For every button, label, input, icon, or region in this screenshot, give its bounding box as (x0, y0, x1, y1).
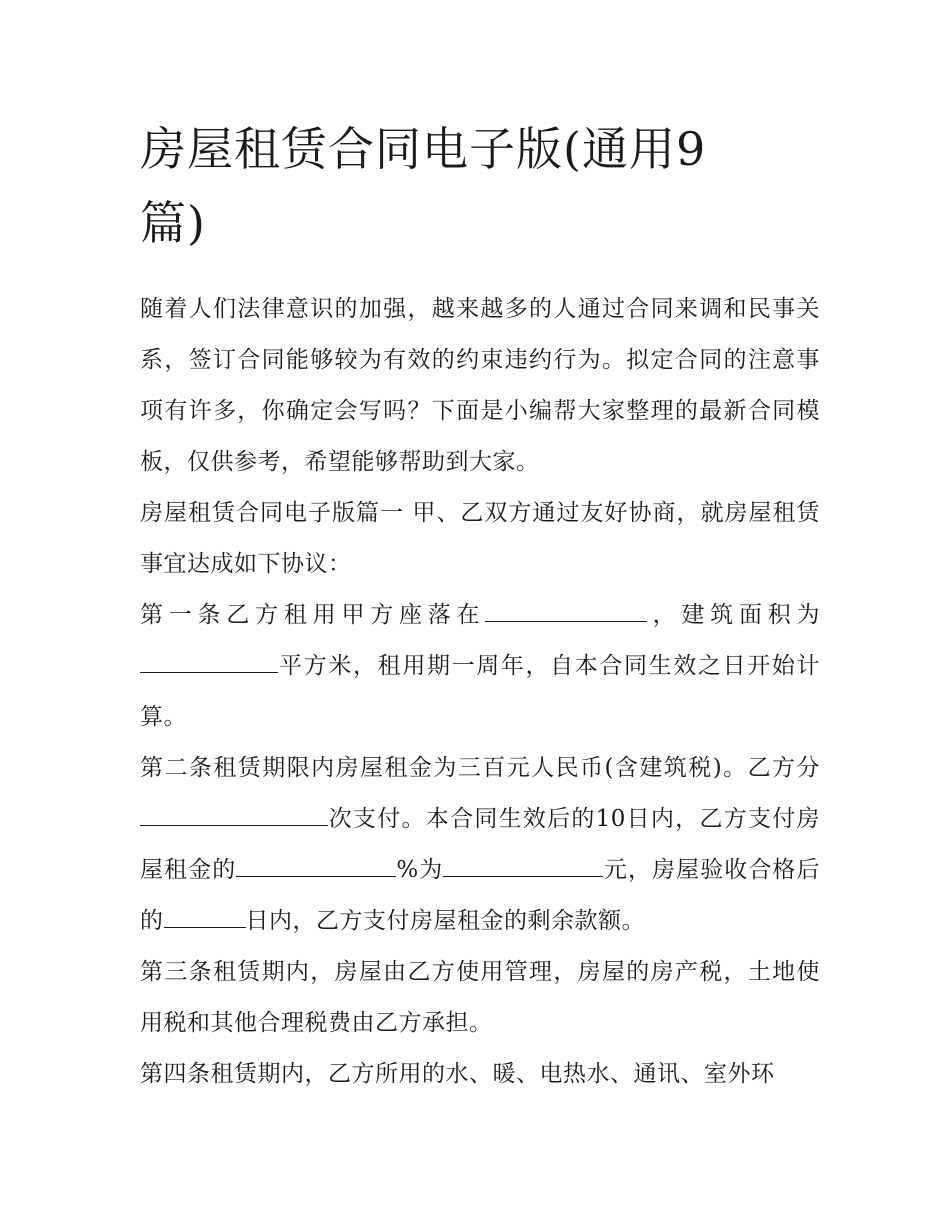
document-page (140, 112, 820, 1100)
blank-location-field (485, 601, 647, 622)
document-title: 房屋租赁合同电子版(通用9篇) (140, 122, 707, 250)
article-2 (140, 743, 820, 947)
article-1-text-3: 平方米，租用期一周年，自本合同生效之日开始计算。 (140, 653, 820, 730)
article-2-text-1: 第二条租赁期限内房屋租金为三百元人民币(含建筑税)。乙方分 (140, 755, 820, 781)
blank-amount-field (443, 856, 603, 877)
article-2-text-5: 日内，乙方支付房屋租金的剩余款额。 (245, 908, 645, 934)
article-4: 第四条租赁期内，乙方所用的水、暖、电热水、通讯、室外环 (140, 1061, 775, 1087)
blank-percent-field (236, 856, 396, 877)
article-1 (140, 590, 820, 743)
blank-area-field (140, 652, 278, 673)
blank-days-field (164, 907, 246, 928)
section-heading-paragraph: 房屋租赁合同电子版篇一 甲、乙双方通过友好协商，就房屋租赁事宜达成如下协议： (140, 500, 820, 577)
article-2-text-4: 元，房屋验收合格后的 (140, 857, 821, 934)
article-1-text-1: 第一条乙方租用甲方座落在 (140, 602, 486, 628)
blank-installments-field (140, 805, 328, 826)
article-2-text-3: %为 (396, 857, 444, 883)
article-2-text-2: 次支付。本合同生效后的10日内，乙方支付房屋租金的 (140, 806, 820, 883)
intro-paragraph: 随着人们法律意识的加强，越来越多的人通过合同来调和民事关系，签订合同能够较为有效的约束违约行为。拟定合同的注意事项有许多，你确定会写吗？下面是小编帮大家整理的最新合同模板，仅供参考，希望能够帮助到大家。 (140, 296, 820, 475)
article-3: 第三条租赁期内，房屋由乙方使用管理，房屋的房产税，土地使用税和其他合理税费由乙方承担。 (140, 959, 820, 1036)
article-1-text-2: ，建筑面积为 (647, 602, 821, 628)
